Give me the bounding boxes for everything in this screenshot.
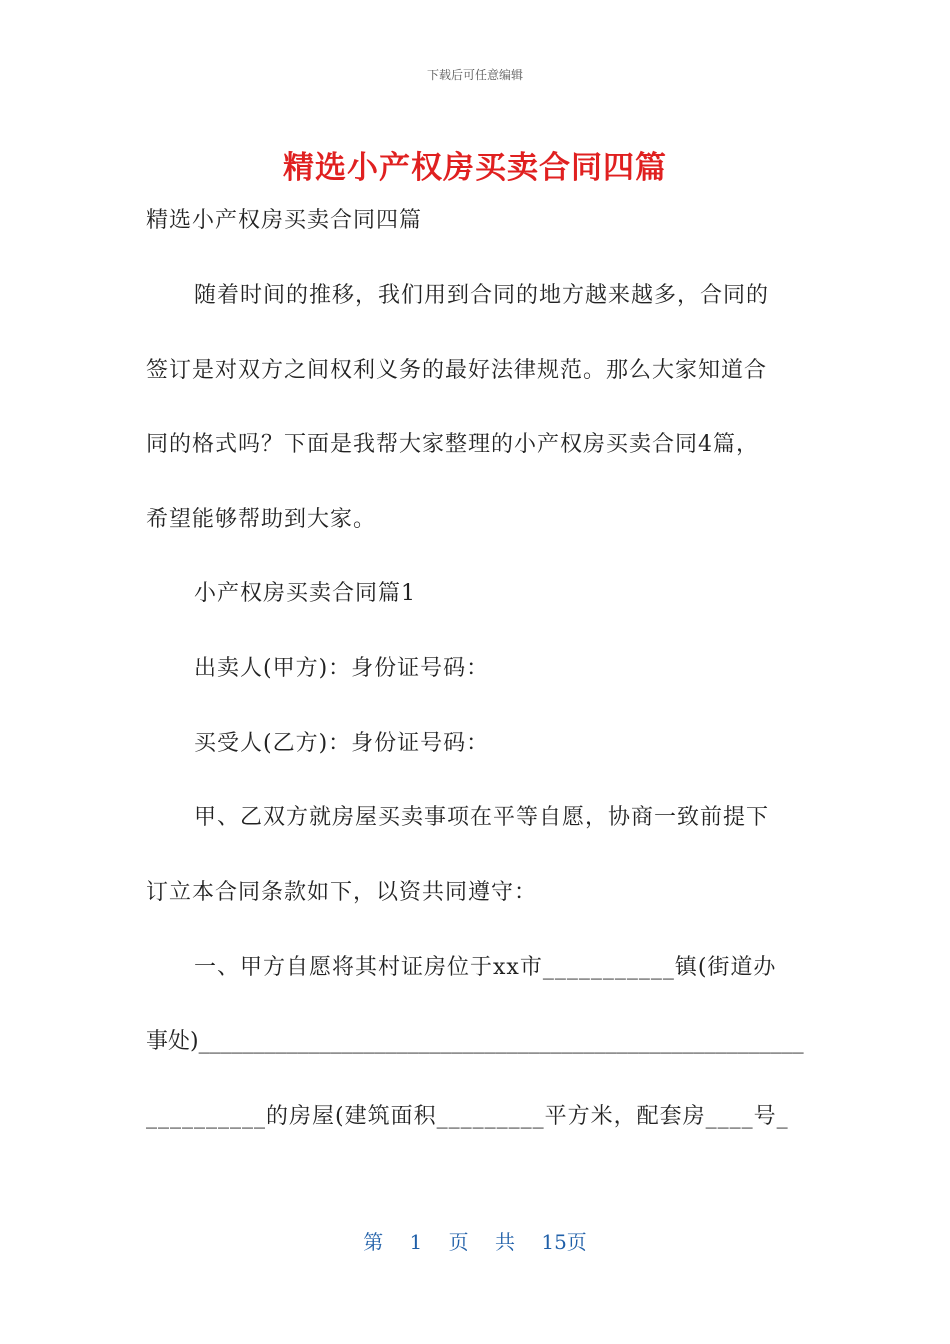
subtitle-line: 精选小产权房买卖合同四篇 [146, 208, 423, 233]
document-title: 精选小产权房买卖合同四篇 [283, 150, 667, 186]
paragraph-line: 订立本合同条款如下，以资共同遵守： [146, 880, 538, 905]
paragraph-line: 希望能够帮助到大家。 [146, 507, 377, 532]
footer-label-total: 共 [495, 1230, 515, 1254]
page-footer [0, 1226, 950, 1255]
footer-label-unit: 页 [448, 1230, 469, 1254]
buyer-line: 买受人(乙方)：身份证号码： [194, 731, 490, 756]
paragraph-line: 签订是对双方之间权利义务的最好法律规范。那么大家知道合 [146, 358, 768, 383]
clause-line: __________的房屋(建筑面积_________平方米，配套房____号_ [146, 1104, 789, 1129]
section-heading: 小产权房买卖合同篇1 [194, 581, 416, 606]
paragraph-line: 同的格式吗？下面是我帮大家整理的小产权房买卖合同4篇， [146, 432, 759, 457]
clause-line: 事处)_______________________________________________________ [146, 1029, 804, 1054]
seller-line: 出卖人(甲方)：身份证号码： [194, 656, 490, 681]
footer-label-page: 第 [363, 1230, 384, 1254]
clause-line: 一、甲方自愿将其村证房位于xx市___________镇(街道办 [194, 955, 777, 980]
footer-current-page: 1 [409, 1230, 423, 1254]
paragraph-line: 甲、乙双方就房屋买卖事项在平等自愿，协商一致前提下 [194, 805, 770, 830]
footer-total-pages: 15页 [541, 1230, 587, 1254]
paragraph-line: 随着时间的推移，我们用到合同的地方越来越多，合同的 [194, 283, 770, 308]
header-note: 下载后可任意编辑 [426, 68, 523, 82]
